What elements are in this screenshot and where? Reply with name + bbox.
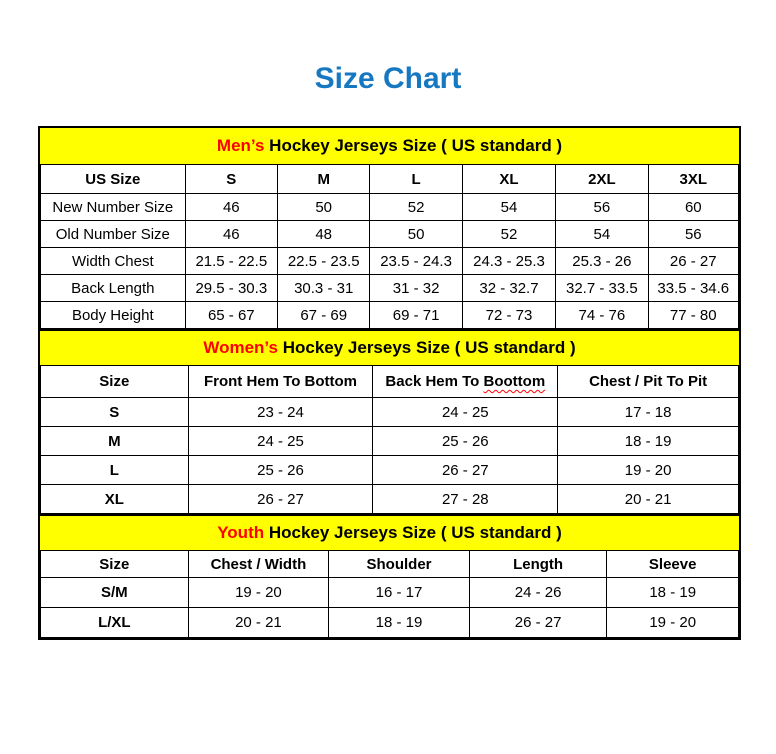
section-womens (40, 329, 739, 514)
mens-band (40, 128, 739, 164)
size-cell: 26 - 27 (188, 485, 373, 514)
size-cell: 21.5 - 22.5 (185, 248, 277, 275)
size-cell: 23.5 - 24.3 (370, 248, 462, 275)
column-header: Size (41, 366, 189, 398)
size-cell: 25 - 26 (373, 427, 558, 456)
table-row (41, 194, 739, 221)
size-cell: 77 - 80 (648, 302, 738, 329)
mens-size-table (40, 164, 739, 329)
header-row (41, 366, 739, 398)
size-cell: 54 (556, 221, 648, 248)
size-cell: 26 - 27 (648, 248, 738, 275)
column-header: Chest / Pit To Pit (558, 366, 739, 398)
table-row (41, 221, 739, 248)
table-row (41, 608, 739, 638)
size-cell: 50 (370, 221, 462, 248)
column-header: Chest / Width (188, 551, 329, 578)
womens-band (40, 329, 739, 365)
column-header: Back Hem To Boottom (373, 366, 558, 398)
column-header: Sleeve (607, 551, 739, 578)
size-cell: 24 - 25 (373, 398, 558, 427)
header-row (41, 551, 739, 578)
section-youth (40, 514, 739, 638)
size-cell: 60 (648, 194, 738, 221)
column-header: 3XL (648, 165, 738, 194)
youth-band-text: Hockey Jerseys Size ( US standard ) (264, 523, 562, 542)
table-row (41, 427, 739, 456)
size-cell: 30.3 - 31 (278, 275, 370, 302)
size-cell: 46 (185, 194, 277, 221)
row-label: New Number Size (41, 194, 186, 221)
size-cell: 19 - 20 (607, 608, 739, 638)
table-row (41, 248, 739, 275)
size-cell: 56 (648, 221, 738, 248)
table-row (41, 275, 739, 302)
mens-band-text: Hockey Jerseys Size ( US standard ) (264, 136, 563, 155)
table-row (41, 302, 739, 329)
size-cell: 18 - 19 (329, 608, 470, 638)
row-label: Body Height (41, 302, 186, 329)
youth-band (40, 514, 739, 550)
size-cell: 72 - 73 (462, 302, 555, 329)
size-cell: 24.3 - 25.3 (462, 248, 555, 275)
size-cell: 69 - 71 (370, 302, 462, 329)
row-label: L (41, 456, 189, 485)
table-row (41, 398, 739, 427)
row-label: XL (41, 485, 189, 514)
row-label: L/XL (41, 608, 189, 638)
size-cell: 27 - 28 (373, 485, 558, 514)
size-cell: 20 - 21 (188, 608, 329, 638)
mens-band-highlight: Men’s (216, 136, 265, 155)
womens-band-highlight: Women’s (203, 338, 278, 357)
row-label: S/M (41, 578, 189, 608)
table-row (41, 456, 739, 485)
size-cell: 24 - 25 (188, 427, 373, 456)
misspelled-word: Boottom (483, 373, 546, 390)
size-cell: 18 - 19 (558, 427, 739, 456)
table-row (41, 485, 739, 514)
size-cell: 31 - 32 (370, 275, 462, 302)
size-cell: 25 - 26 (188, 456, 373, 485)
row-label: M (41, 427, 189, 456)
size-cell: 22.5 - 23.5 (278, 248, 370, 275)
table-row (41, 578, 739, 608)
womens-size-table (40, 365, 739, 514)
size-cell: 67 - 69 (278, 302, 370, 329)
size-cell: 32.7 - 33.5 (556, 275, 648, 302)
column-header: Shoulder (329, 551, 470, 578)
size-cell: 25.3 - 26 (556, 248, 648, 275)
size-cell: 54 (462, 194, 555, 221)
size-cell: 19 - 20 (558, 456, 739, 485)
size-cell: 26 - 27 (373, 456, 558, 485)
size-cell: 16 - 17 (329, 578, 470, 608)
column-header: 2XL (556, 165, 648, 194)
header-row (41, 165, 739, 194)
size-cell: 46 (185, 221, 277, 248)
size-cell: 18 - 19 (607, 578, 739, 608)
column-header: US Size (41, 165, 186, 194)
column-header: L (370, 165, 462, 194)
size-cell: 26 - 27 (469, 608, 607, 638)
size-cell: 20 - 21 (558, 485, 739, 514)
size-cell: 19 - 20 (188, 578, 329, 608)
row-label: S (41, 398, 189, 427)
row-label: Old Number Size (41, 221, 186, 248)
youth-size-table (40, 550, 739, 638)
size-cell: 74 - 76 (556, 302, 648, 329)
row-label: Back Length (41, 275, 186, 302)
size-cell: 65 - 67 (185, 302, 277, 329)
column-header: S (185, 165, 277, 194)
row-label: Width Chest (41, 248, 186, 275)
column-header: Length (469, 551, 607, 578)
size-cell: 33.5 - 34.6 (648, 275, 738, 302)
size-cell: 32 - 32.7 (462, 275, 555, 302)
size-chart (38, 126, 741, 640)
column-header: Front Hem To Bottom (188, 366, 373, 398)
size-cell: 29.5 - 30.3 (185, 275, 277, 302)
size-cell: 17 - 18 (558, 398, 739, 427)
section-mens (40, 128, 739, 329)
womens-band-text: Hockey Jerseys Size ( US standard ) (277, 338, 576, 357)
size-cell: 23 - 24 (188, 398, 373, 427)
column-header: Size (41, 551, 189, 578)
size-cell: 52 (370, 194, 462, 221)
size-cell: 24 - 26 (469, 578, 607, 608)
column-header: XL (462, 165, 555, 194)
size-cell: 50 (278, 194, 370, 221)
youth-band-highlight: Youth (217, 523, 265, 542)
page-title: Size Chart (314, 62, 462, 95)
size-cell: 48 (278, 221, 370, 248)
size-cell: 56 (556, 194, 648, 221)
column-header: M (278, 165, 370, 194)
size-cell: 52 (462, 221, 555, 248)
